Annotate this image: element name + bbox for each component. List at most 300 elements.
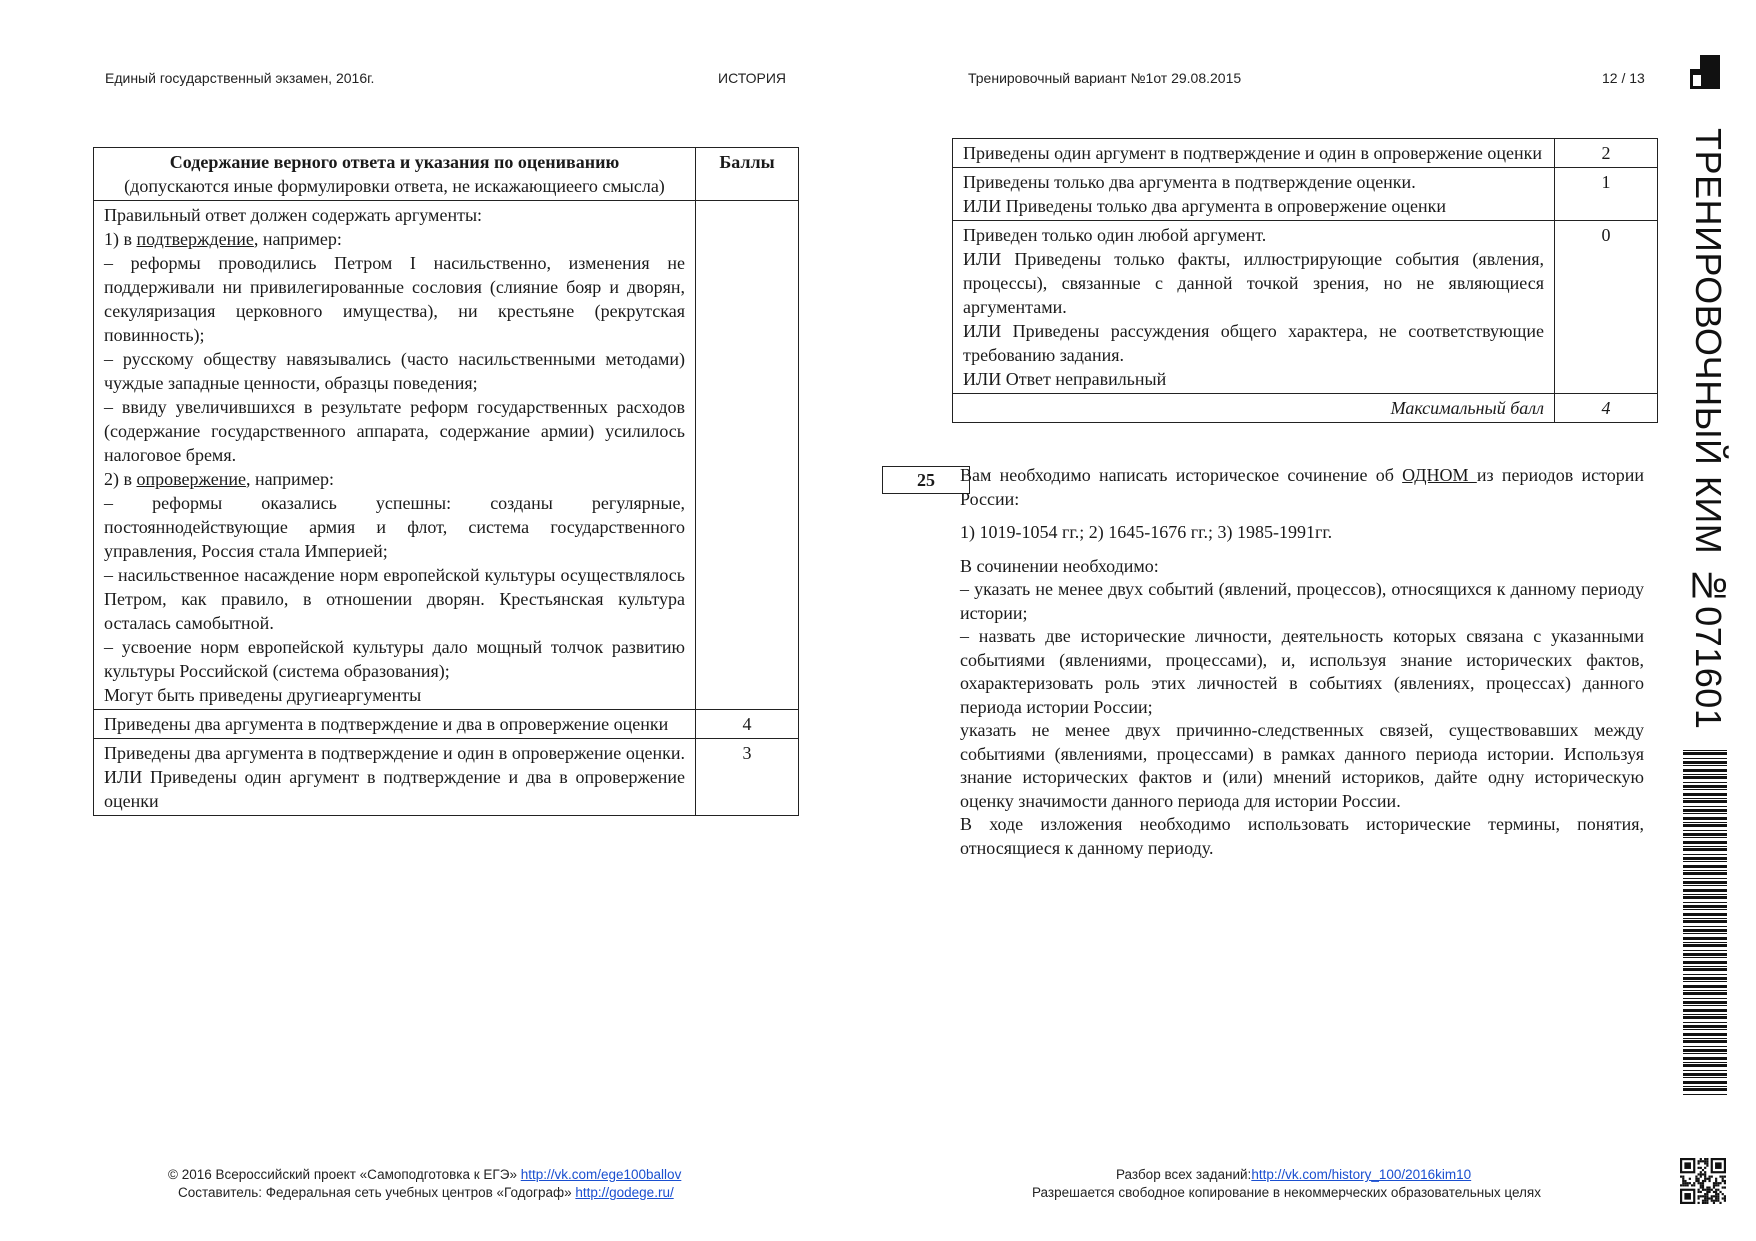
qr-module: [1689, 1182, 1691, 1184]
qr-module: [1713, 1202, 1715, 1204]
barcode-bar: [1683, 1057, 1727, 1060]
barcode-bar: [1683, 902, 1727, 903]
qr-module: [1702, 1184, 1704, 1186]
qr-module: [1702, 1160, 1704, 1162]
qr-module: [1715, 1180, 1717, 1182]
answer-closing: Могут быть приведены другиеаргументы: [104, 685, 422, 705]
criteria-line: Приведены один аргумент в подтверждение и один в опровержение оценки: [963, 143, 1543, 163]
qr-module: [1700, 1176, 1702, 1178]
barcode-bar: [1683, 929, 1727, 932]
barcode-bar: [1683, 920, 1727, 923]
barcode-bar: [1683, 769, 1727, 772]
score-cell-empty: [696, 201, 799, 710]
barcode-bar: [1683, 1062, 1727, 1063]
score-cell: 1: [1555, 168, 1658, 221]
qr-module: [1713, 1186, 1715, 1188]
barcode-bar: [1683, 918, 1727, 919]
barcode-bar: [1683, 968, 1727, 971]
qr-module: [1724, 1176, 1726, 1178]
qr-module: [1715, 1195, 1717, 1197]
refute-prefix: 2) в: [104, 469, 137, 489]
barcode-bar: [1683, 774, 1727, 775]
qr-module: [1717, 1195, 1719, 1197]
qr-module: [1713, 1191, 1715, 1193]
refute-suffix: , например:: [245, 469, 334, 489]
barcode-bar: [1683, 1025, 1727, 1028]
qr-module: [1700, 1182, 1702, 1184]
barcode-bar: [1683, 848, 1727, 851]
footer-copyright: [168, 1167, 681, 1182]
barcode-bar: [1683, 758, 1727, 759]
task-intro: [960, 464, 1644, 511]
table-row: [94, 739, 799, 816]
barcode-bar: [1683, 824, 1727, 827]
qr-module: [1711, 1200, 1713, 1202]
task-periods: 1) 1019-1054 гг.; 2) 1645-1676 гг.; 3) 1985-1991гг.: [960, 522, 1333, 542]
qr-module: [1715, 1197, 1717, 1199]
qr-module: [1715, 1189, 1717, 1191]
qr-module: [1700, 1173, 1702, 1175]
qr-module: [1695, 1180, 1697, 1182]
qr-module: [1708, 1186, 1710, 1188]
barcode-bar: [1683, 896, 1727, 899]
qr-module: [1702, 1200, 1704, 1202]
table-row: [94, 710, 799, 739]
score-header-label: Баллы: [719, 152, 775, 172]
qr-module: [1708, 1189, 1710, 1191]
max-score-row: [953, 394, 1658, 423]
barcode-bar: [1683, 830, 1727, 831]
qr-module: [1702, 1189, 1704, 1191]
qr-module: [1719, 1191, 1721, 1193]
barcode-bar: [1683, 782, 1727, 783]
qr-module: [1698, 1191, 1700, 1193]
qr-module: [1711, 1195, 1713, 1197]
qr-module: [1719, 1176, 1721, 1178]
task-intro-prefix: Вам необходимо написать историческое сочинение об: [960, 465, 1403, 485]
qr-module: [1708, 1180, 1710, 1182]
qr-module: [1719, 1202, 1721, 1204]
answer-content-cell: [94, 201, 696, 710]
barcode-bar: [1683, 857, 1727, 860]
barcode-bar: [1683, 878, 1727, 879]
criteria-header-note: (допускаются иные формулировки ответа, не искажающиеего смысла): [124, 176, 665, 196]
qr-module: [1698, 1189, 1700, 1191]
criteria-line: Приведены только два аргумента в подтверждение оценки.: [963, 172, 1416, 192]
barcode-bar: [1683, 1064, 1727, 1067]
barcode-bar: [1683, 750, 1727, 751]
qr-module: [1713, 1182, 1715, 1184]
barcode-icon: [1683, 750, 1727, 1095]
barcode-bar: [1683, 822, 1727, 823]
support-suffix: , например:: [253, 229, 342, 249]
qr-module: [1704, 1176, 1706, 1178]
barcode-bar: [1683, 950, 1727, 951]
task-text: [960, 464, 1644, 860]
qr-module: [1713, 1195, 1715, 1197]
barcode-bar: [1683, 953, 1727, 956]
qr-module: [1698, 1167, 1700, 1169]
barcode-bar: [1683, 761, 1727, 764]
barcode-bar: [1683, 752, 1727, 755]
score-cell: 2: [1555, 139, 1658, 168]
barcode-bar: [1683, 861, 1727, 862]
qr-module: [1717, 1193, 1719, 1195]
barcode-bar: [1683, 985, 1727, 988]
barcode-bar: [1683, 998, 1727, 999]
barcode-bar: [1683, 1014, 1727, 1015]
qr-module: [1711, 1189, 1713, 1191]
scoring-table-left: [93, 147, 799, 816]
barcode-bar: [1683, 957, 1727, 958]
footer-author-text: Составитель: Федеральная сеть учебных центров «Годограф»: [178, 1185, 576, 1200]
qr-module: [1724, 1186, 1726, 1188]
barcode-bar: [1683, 1086, 1727, 1087]
barcode-bar: [1683, 881, 1727, 884]
qr-module: [1717, 1200, 1719, 1202]
criteria-line: ИЛИ Приведены только два аргумента в опровержение оценки: [963, 196, 1446, 216]
refute-argument: – усвоение норм европейской культуры дало мощный толчок развитию культуры Российской (система образования);: [104, 637, 685, 681]
barcode-bar: [1683, 977, 1727, 980]
score-cell: 4: [696, 710, 799, 739]
qr-module: [1706, 1189, 1708, 1191]
criteria-cell: [953, 139, 1555, 168]
criteria-cell: Приведены два аргумента в подтверждение и один в опровержение оценки. ИЛИ Приведены один аргумент в подтверждение и два в опровержение оценки: [94, 739, 696, 816]
qr-module: [1722, 1193, 1724, 1195]
barcode-bar: [1683, 1005, 1727, 1006]
qr-module: [1706, 1165, 1708, 1167]
header-subject: ИСТОРИЯ: [718, 70, 787, 86]
qr-module: [1706, 1195, 1708, 1197]
qr-module: [1698, 1180, 1700, 1182]
criteria-header-cell: [94, 148, 696, 201]
barcode-bar: [1683, 765, 1727, 766]
qr-module: [1682, 1178, 1684, 1180]
qr-module: [1704, 1202, 1706, 1204]
qr-module: [1724, 1182, 1726, 1184]
qr-module: [1724, 1180, 1726, 1182]
qr-module: [1706, 1193, 1708, 1195]
qr-module: [1719, 1182, 1721, 1184]
footer-analysis-link[interactable]: http://vk.com/history_100/2016kim10: [1251, 1167, 1472, 1182]
answer-content-row: [94, 201, 799, 710]
barcode-bar: [1683, 798, 1727, 799]
answer-intro: Правильный ответ должен содержать аргументы:: [104, 205, 483, 225]
barcode-bar: [1683, 937, 1727, 940]
refute-heading: [104, 467, 685, 491]
qr-module: [1704, 1200, 1706, 1202]
support-argument: – русскому обществу навязывались (часто насильственными методами) чуждые западные ценности, образцы поведения;: [104, 349, 685, 393]
qr-module: [1698, 1197, 1700, 1199]
qr-module: [1698, 1162, 1700, 1164]
qr-module: [1706, 1160, 1708, 1162]
barcode-bar: [1683, 1049, 1727, 1052]
barcode-bar: [1683, 905, 1727, 908]
qr-module: [1680, 1184, 1682, 1186]
scoring-table-right: [952, 138, 1658, 423]
qr-module: [1711, 1176, 1713, 1178]
barcode-bar: [1683, 1033, 1727, 1036]
barcode-bar: [1683, 793, 1727, 796]
criteria-cell: Приведены два аргумента в подтверждение и два в опровержение оценки: [94, 710, 696, 739]
qr-module: [1722, 1178, 1724, 1180]
table-row: [953, 221, 1658, 394]
qr-module: [1722, 1197, 1724, 1199]
qr-module: [1704, 1167, 1706, 1169]
barcode-bar: [1683, 1094, 1727, 1095]
qr-module: [1702, 1173, 1704, 1175]
criteria-cell: [953, 221, 1555, 394]
barcode-bar: [1683, 1016, 1727, 1019]
footer-author: [178, 1185, 674, 1200]
qr-module: [1700, 1186, 1702, 1188]
qr-module: [1682, 1182, 1684, 1184]
barcode-bar: [1683, 1046, 1727, 1047]
barcode-bar: [1683, 1038, 1727, 1039]
barcode-bar: [1683, 894, 1727, 895]
barcode-bar: [1683, 1022, 1727, 1023]
support-argument: – ввиду увеличившихся в результате реформ государственных расходов (содержание государственного аппарата, содержание армии) усилилось налоговое бремя.: [104, 397, 685, 465]
qr-module: [1698, 1160, 1700, 1162]
qr-module: [1715, 1162, 1722, 1169]
barcode-bar: [1683, 992, 1727, 995]
qr-module: [1680, 1176, 1682, 1178]
barcode-bar: [1683, 913, 1727, 916]
task-requirement: указать не менее двух причинно-следственных связей, существовавших между событиями (явлениями, процессами) в рамках данного периода истории. Используя знание исторических фактов и (или) мнений историков, дайте одну историческую оценку значимости данного периода для истории России.: [960, 720, 1644, 811]
qr-module: [1706, 1197, 1708, 1199]
score-header-cell: [696, 148, 799, 201]
qr-module: [1687, 1184, 1689, 1186]
qr-module: [1684, 1184, 1686, 1186]
qr-module: [1700, 1160, 1702, 1162]
qr-module: [1722, 1186, 1724, 1188]
qr-module: [1708, 1178, 1710, 1180]
barcode-bar: [1683, 944, 1727, 947]
footer-author-link[interactable]: http://godege.ru/: [575, 1185, 674, 1200]
barcode-bar: [1683, 961, 1727, 964]
barcode-bar: [1683, 846, 1727, 847]
barcode-bar: [1683, 885, 1727, 886]
qr-code-icon: [1680, 1158, 1726, 1204]
barcode-bar: [1683, 817, 1727, 820]
qr-module: [1700, 1158, 1702, 1160]
barcode-bar: [1683, 865, 1727, 868]
task-intro-suffix: из периодов истории России:: [960, 465, 1644, 509]
qr-module: [1698, 1182, 1700, 1184]
table-row: [953, 168, 1658, 221]
qr-module: [1715, 1191, 1717, 1193]
qr-module: [1700, 1167, 1702, 1169]
qr-module: [1682, 1176, 1684, 1178]
qr-module: [1704, 1193, 1706, 1195]
qr-module: [1713, 1184, 1715, 1186]
qr-module: [1698, 1195, 1700, 1197]
qr-module: [1700, 1171, 1702, 1173]
barcode-bar: [1683, 1073, 1727, 1076]
qr-module: [1704, 1162, 1706, 1164]
page-number: 12 / 13: [1602, 70, 1645, 86]
qr-module: [1717, 1189, 1719, 1191]
qr-module: [1704, 1178, 1706, 1180]
qr-module: [1702, 1169, 1704, 1171]
qr-module: [1702, 1186, 1704, 1188]
qr-module: [1698, 1202, 1700, 1204]
barcode-bar: [1683, 942, 1727, 943]
barcode-bar: [1683, 933, 1727, 934]
qr-module: [1715, 1182, 1717, 1184]
support-argument: – реформы проводились Петром I насильственно, изменения не поддерживали ни привилегированные сословия (слияние бояр и дворян, секуляризация церковного имущества), ни крестьяне (рекрутская повинность);: [104, 253, 685, 345]
barcode-bar: [1683, 990, 1727, 991]
qr-module: [1689, 1178, 1691, 1180]
qr-module: [1704, 1160, 1706, 1162]
support-term: подтверждение: [136, 229, 254, 249]
criteria-cell: [953, 168, 1555, 221]
task-requirement: – назвать две исторические личности, деятельность которых связана с указанными событиями (явлениями, процессами), и, используя знание исторических фактов, охарактеризовать роль этих личностей в событиях (явлениях, процессах) данного периода истории России;: [960, 626, 1644, 717]
qr-module: [1704, 1195, 1706, 1197]
support-prefix: 1) в: [104, 229, 137, 249]
qr-module: [1704, 1171, 1706, 1173]
barcode-bar: [1683, 974, 1727, 975]
qr-module: [1722, 1176, 1724, 1178]
qr-module: [1724, 1200, 1726, 1202]
barcode-bar: [1683, 981, 1727, 982]
qr-module: [1704, 1158, 1706, 1160]
qr-module: [1715, 1184, 1717, 1186]
qr-module: [1691, 1184, 1693, 1186]
side-title: ТРЕНИРОВОЧНЫЙ КИМ №071601: [1688, 128, 1729, 730]
qr-module: [1717, 1184, 1719, 1186]
barcode-bar: [1683, 1009, 1727, 1012]
qr-module: [1706, 1202, 1708, 1204]
qr-module: [1684, 1193, 1691, 1200]
qr-module: [1708, 1191, 1710, 1193]
qr-module: [1682, 1184, 1684, 1186]
table-row: [953, 139, 1658, 168]
barcode-bar: [1683, 1081, 1727, 1084]
score-cell: 0: [1555, 221, 1658, 394]
barcode-bar: [1683, 1077, 1727, 1078]
qr-module: [1702, 1202, 1704, 1204]
qr-module: [1708, 1197, 1710, 1199]
support-heading: [104, 227, 685, 251]
qr-module: [1695, 1178, 1697, 1180]
barcode-bar: [1683, 926, 1727, 927]
barcode-bar: [1683, 813, 1727, 814]
barcode-bar: [1683, 789, 1727, 790]
barcode-bar: [1683, 776, 1727, 779]
qr-module: [1715, 1200, 1717, 1202]
refute-argument: – насильственное насаждение норм европейской культуры осуществлялось Петром, как правило, в отношении дворян. Крестьянская культура осталась самобытной.: [104, 565, 685, 633]
qr-module: [1693, 1184, 1695, 1186]
criteria-line: Приведен только один любой аргумент.: [963, 225, 1267, 245]
barcode-bar: [1683, 966, 1727, 967]
qr-module: [1702, 1180, 1704, 1182]
barcode-bar: [1683, 841, 1727, 844]
task-requirements-title: В сочинении необходимо:: [960, 555, 1159, 576]
barcode-bar: [1683, 785, 1727, 788]
qr-module: [1693, 1182, 1695, 1184]
qr-module: [1698, 1178, 1700, 1180]
qr-module: [1695, 1176, 1697, 1178]
max-score-label: Максимальный балл: [953, 394, 1555, 423]
logo-icon: [1690, 55, 1720, 89]
barcode-bar: [1683, 837, 1727, 838]
score-cell: 3: [696, 739, 799, 816]
barcode-bar: [1683, 1040, 1727, 1043]
qr-module: [1706, 1186, 1708, 1188]
barcode-bar: [1683, 806, 1727, 807]
qr-module: [1700, 1184, 1702, 1186]
qr-module: [1706, 1191, 1708, 1193]
barcode-bar: [1683, 809, 1727, 812]
qr-module: [1684, 1180, 1686, 1182]
barcode-bar: [1683, 909, 1727, 910]
barcode-bar: [1683, 1088, 1727, 1091]
refute-argument: – реформы оказались успешны: созданы регулярные, постояннодействующие армия и флот, система государственного управления, Россия стала Империей;: [104, 493, 685, 561]
task-requirement: В ходе изложения необходимо использовать исторические термины, понятия, относящиеся к данному периоду.: [960, 814, 1644, 858]
task-number-box: 25: [882, 466, 970, 494]
qr-module: [1722, 1180, 1724, 1182]
qr-module: [1706, 1200, 1708, 1202]
qr-module: [1698, 1173, 1700, 1175]
footer-copyright-link[interactable]: http://vk.com/ege100ballov: [520, 1167, 682, 1182]
footer-analysis: [1116, 1167, 1471, 1182]
qr-module: [1724, 1195, 1726, 1197]
task-requirement: – указать не менее двух событий (явлений, процессов), относящихся к данному периоду истории;: [960, 579, 1644, 623]
qr-module: [1702, 1195, 1704, 1197]
qr-module: [1700, 1191, 1702, 1193]
table-header-row: [94, 148, 799, 201]
qr-module: [1700, 1195, 1702, 1197]
header-variant: Тренировочный вариант №1от 29.08.2015: [968, 70, 1242, 86]
barcode-bar: [1683, 872, 1727, 875]
qr-module: [1715, 1178, 1717, 1180]
qr-module: [1702, 1182, 1704, 1184]
barcode-bar: [1683, 889, 1727, 892]
qr-module: [1706, 1162, 1708, 1164]
qr-module: [1704, 1189, 1706, 1191]
qr-module: [1684, 1162, 1691, 1169]
criteria-line: ИЛИ Приведены рассуждения общего характера, не соответствующие требованию задания.: [963, 321, 1544, 365]
qr-module: [1704, 1173, 1706, 1175]
qr-module: [1682, 1180, 1684, 1182]
task-intro-term: ОДНОМ: [1402, 465, 1477, 485]
barcode-bar: [1683, 1029, 1727, 1030]
criteria-line: ИЛИ Приведены только факты, иллюстрирующие события (явления, процессы), связанные с данной точкой зрения, но не являющиеся аргументами.: [963, 249, 1544, 317]
qr-module: [1713, 1200, 1715, 1202]
qr-module: [1706, 1178, 1708, 1180]
qr-module: [1704, 1180, 1706, 1182]
qr-module: [1687, 1182, 1689, 1184]
barcode-bar: [1683, 833, 1727, 836]
criteria-header-title: Содержание верного ответа и указания по оцениванию: [169, 152, 620, 172]
qr-module: [1717, 1197, 1719, 1199]
barcode-bar: [1683, 800, 1727, 803]
max-score-value: 4: [1555, 394, 1658, 423]
footer-analysis-text: Разбор всех заданий:: [1116, 1167, 1252, 1182]
barcode-bar: [1683, 854, 1727, 855]
barcode-bar: [1683, 1070, 1727, 1071]
barcode-bar: [1683, 870, 1727, 871]
qr-module: [1711, 1197, 1713, 1199]
header-exam-title: Единый государственный экзамен, 2016г.: [105, 70, 375, 86]
barcode-bar: [1683, 1001, 1727, 1004]
criteria-line: ИЛИ Ответ неправильный: [963, 369, 1167, 389]
footer-copyright-text: © 2016 Всероссийский проект «Самоподготовка к ЕГЭ»: [168, 1167, 521, 1182]
qr-module: [1717, 1182, 1719, 1184]
qr-module: [1724, 1197, 1726, 1199]
refute-term: опровержение: [136, 469, 246, 489]
